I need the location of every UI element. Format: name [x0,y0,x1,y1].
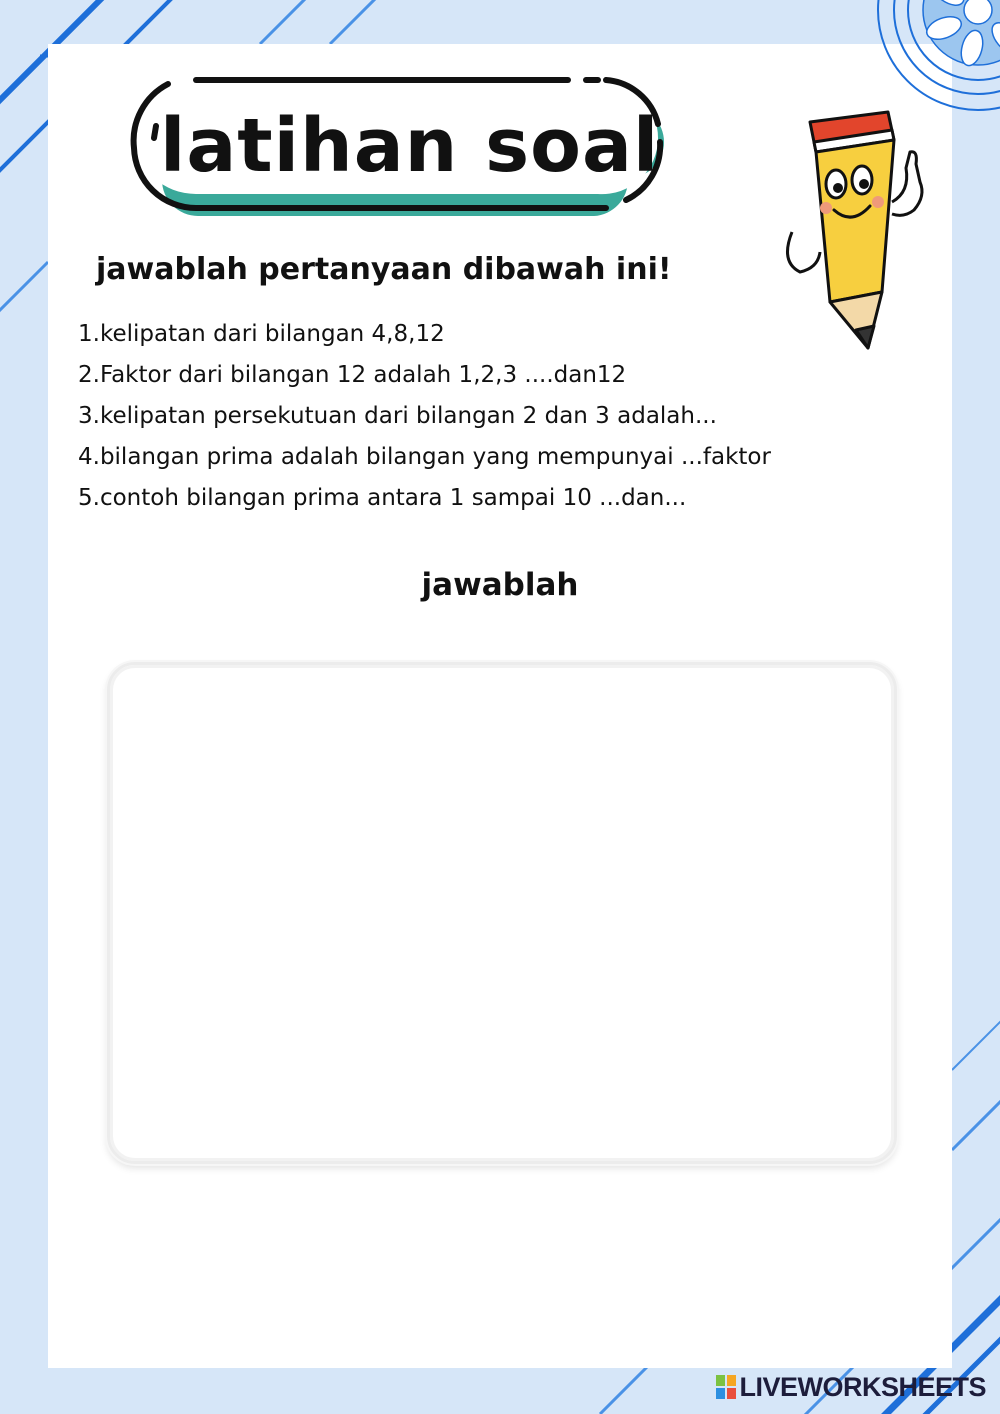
question-item: 1.kelipatan dari bilangan 4,8,12 [78,321,445,347]
answer-heading: jawablah [421,567,579,603]
answer-input-box[interactable] [107,662,897,1164]
instruction-text: jawablah pertanyaan dibawah ini! [96,252,672,287]
question-item: 4.bilangan prima adalah bilangan yang mempunyai ...faktor [78,444,771,470]
question-list [78,314,771,519]
liveworksheets-logo-icon [716,1375,736,1399]
page-title: latihan soal [160,103,660,189]
footer-brand: LIVEWORKSHEETS [739,1372,986,1402]
pencil-mascot-icon [770,92,930,354]
question-item: 5.contoh bilangan prima antara 1 sampai 10 ...dan... [78,485,687,511]
question-item: 3.kelipatan persekutuan dari bilangan 2 dan 3 adalah... [78,403,717,429]
liveworksheets-logo [716,1372,986,1402]
question-item: 2.Faktor dari bilangan 12 adalah 1,2,3 ....dan12 [78,362,627,388]
